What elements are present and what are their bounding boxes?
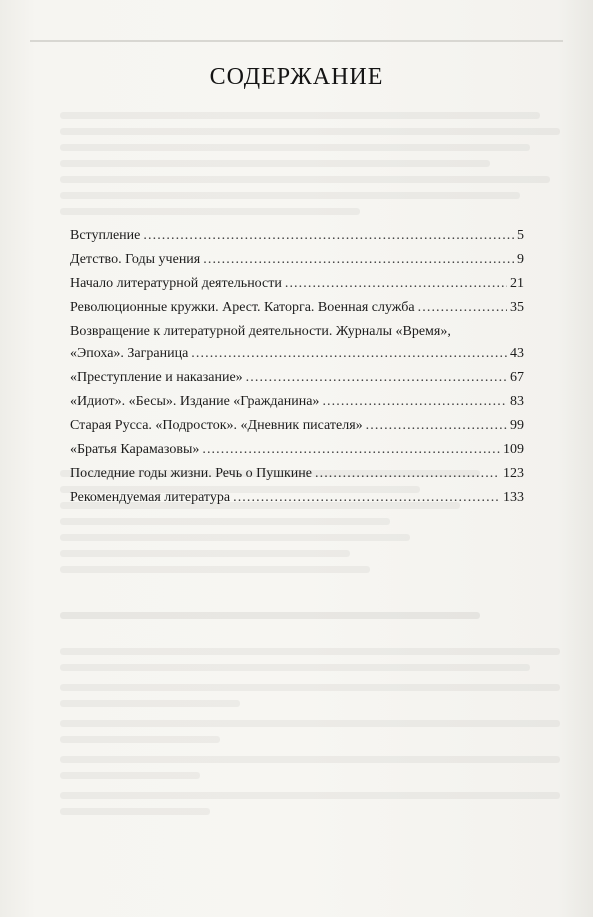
toc-entry-title: Рекомендуемая литература [70, 490, 231, 505]
toc-page-number: 123 [503, 466, 524, 481]
toc-entry-title: «Братья Карамазовы» [70, 442, 200, 457]
toc-entry [70, 439, 524, 463]
toc-entry [70, 273, 524, 297]
toc-leader-dots [233, 487, 500, 508]
toc-entry [70, 249, 524, 273]
toc-entry-title: Революционные кружки. Арест. Каторга. Военная служба [70, 300, 415, 315]
toc-page-number: 83 [510, 394, 524, 409]
toc-leader-dots [202, 439, 500, 460]
toc-entry-title-line1: Возвращение к литературной деятельности. Журналы «Время», [70, 324, 451, 339]
toc-entry [70, 297, 524, 321]
toc-page-number: 43 [510, 346, 524, 361]
toc-entry-title: Детство. Годы учения [70, 252, 201, 267]
toc-entry-title: «Преступление и наказание» [70, 370, 243, 385]
toc-leader-dots [322, 391, 507, 412]
toc-leader-dots [143, 225, 514, 246]
toc-page-number: 99 [510, 418, 524, 433]
toc-entry-title: Старая Русса. «Подросток». «Дневник писателя» [70, 418, 363, 433]
toc-entry-title: «Идиот». «Бесы». Издание «Гражданина» [70, 394, 320, 409]
toc-leader-dots [315, 463, 500, 484]
toc-entry [70, 391, 524, 415]
toc-entry-title: «Эпоха». Заграница [70, 346, 189, 361]
toc-entry [70, 367, 524, 391]
table-of-contents [70, 225, 524, 511]
toc-page-number: 5 [517, 228, 524, 243]
toc-leader-dots [366, 415, 507, 436]
toc-entry [70, 463, 524, 487]
toc-page-number: 133 [503, 490, 524, 505]
toc-page-number: 21 [510, 276, 524, 291]
toc-entry [70, 487, 524, 511]
toc-page-number: 9 [517, 252, 524, 267]
toc-leader-dots [191, 343, 507, 364]
toc-entry [70, 415, 524, 439]
toc-leader-dots [203, 249, 514, 270]
toc-page-number: 35 [510, 300, 524, 315]
toc-leader-dots [418, 297, 507, 318]
toc-page-number: 67 [510, 370, 524, 385]
toc-leader-dots [246, 367, 507, 388]
toc-leader-dots [285, 273, 507, 294]
toc-entry-title: Начало литературной деятельности [70, 276, 282, 291]
toc-page-number: 109 [503, 442, 524, 457]
toc-entry-title: Вступление [70, 228, 141, 243]
toc-entry [70, 225, 524, 249]
page-title: СОДЕРЖАНИЕ [209, 64, 384, 90]
top-rule [30, 40, 563, 42]
toc-entry [70, 321, 524, 367]
toc-entry-title: Последние годы жизни. Речь о Пушкине [70, 466, 312, 481]
